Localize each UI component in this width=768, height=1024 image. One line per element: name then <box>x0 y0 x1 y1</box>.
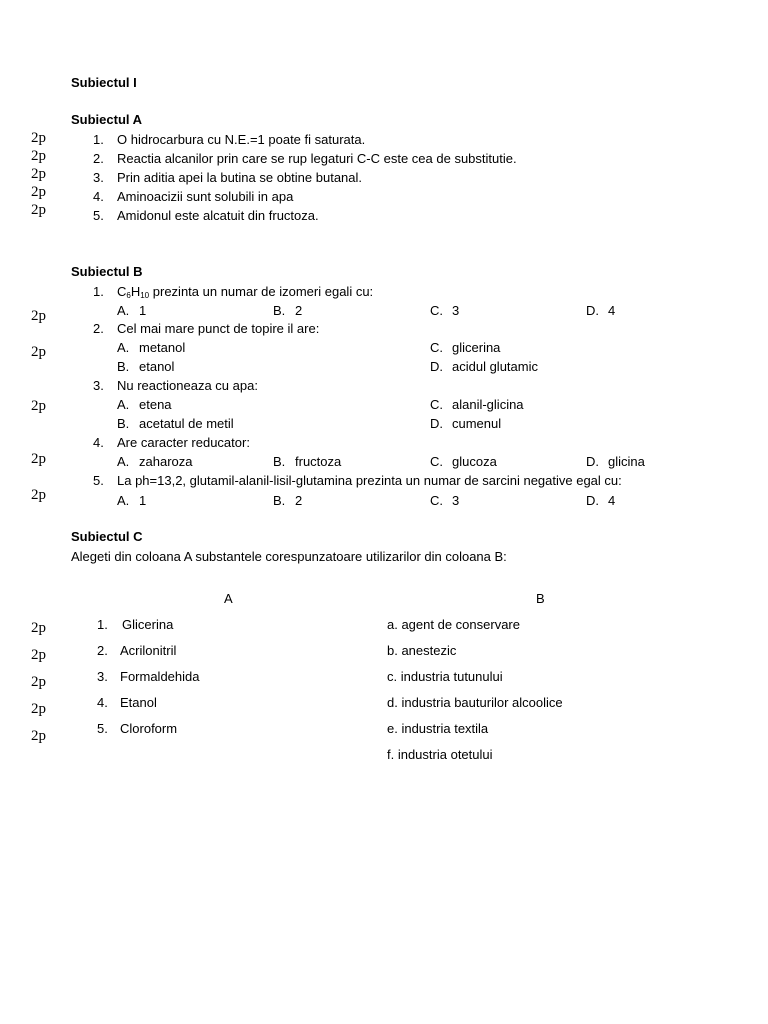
formula-element: C <box>117 284 127 299</box>
col-b-item: d. industria bauturilor alcoolice <box>387 695 563 710</box>
formula-subscript: 6 <box>126 291 131 300</box>
b-question-number: 2. <box>93 321 104 336</box>
option-value: 4 <box>608 493 616 508</box>
option-value: zaharoza <box>139 454 193 469</box>
col-b-item: b. anestezic <box>387 643 457 658</box>
option-letter: C. <box>430 340 443 355</box>
option-letter: D. <box>586 303 599 318</box>
option-value: acidul glutamic <box>452 359 538 374</box>
option-value: 3 <box>452 303 460 318</box>
option-value: alanil-glicina <box>452 397 524 412</box>
option-letter: A. <box>117 303 130 318</box>
formula-element: H <box>130 284 141 299</box>
option-letter: A. <box>117 493 130 508</box>
option-letter: B. <box>273 303 286 318</box>
col-b-item: e. industria textila <box>387 721 489 736</box>
col-a-item: Acrilonitril <box>120 643 177 658</box>
a-item-number: 3. <box>93 170 104 185</box>
a-item-number: 1. <box>93 132 104 147</box>
option-letter: D. <box>586 493 599 508</box>
option-letter: A. <box>117 397 130 412</box>
option-value: 3 <box>452 493 460 508</box>
col-a-item: Cloroform <box>120 721 178 736</box>
points-label: 2p <box>31 148 46 164</box>
option-value: acetatul de metil <box>139 416 234 431</box>
a-item-text: Reactia alcanilor prin care se rup legaturi C-C este cea de substitutie. <box>117 151 517 166</box>
question-text: prezinta un numar de izomeri egali cu: <box>152 284 374 299</box>
col-a-item: Glicerina <box>122 617 174 632</box>
option-value: etena <box>139 397 172 412</box>
b-question-number: 3. <box>93 378 104 393</box>
option-letter: A. <box>117 340 130 355</box>
points-label: 2p <box>31 184 46 200</box>
option-value: 4 <box>608 303 616 318</box>
option-letter: B. <box>117 359 130 374</box>
a-item-number: 4. <box>93 189 104 204</box>
points-label: 2p <box>31 674 46 690</box>
b-question-number: 5. <box>93 473 104 488</box>
section-c-instruction: Alegeti din coloana A substantele corespunzatoare utilizarilor din coloana B: <box>71 549 507 564</box>
option-letter: B. <box>273 454 286 469</box>
option-letter: A. <box>117 454 130 469</box>
col-a-number: 4. <box>97 695 108 710</box>
option-value: 2 <box>295 493 303 508</box>
formula-subscript: 10 <box>140 291 150 300</box>
column-b-header: B <box>536 591 545 606</box>
page-title: Subiectul I <box>71 75 137 90</box>
col-a-item: Etanol <box>120 695 157 710</box>
option-value: glucoza <box>452 454 497 469</box>
a-item-number: 2. <box>93 151 104 166</box>
points-label: 2p <box>31 398 46 414</box>
points-label: 2p <box>31 202 46 218</box>
col-a-item: Formaldehida <box>120 669 200 684</box>
option-letter: D. <box>430 359 443 374</box>
col-a-number: 5. <box>97 721 108 736</box>
col-a-number: 2. <box>97 643 108 658</box>
col-b-item: a. agent de conservare <box>387 617 520 632</box>
b-question-text <box>117 284 373 304</box>
option-letter: B. <box>273 493 286 508</box>
points-label: 2p <box>31 130 46 146</box>
option-letter: D. <box>586 454 599 469</box>
points-label: 2p <box>31 728 46 744</box>
option-letter: C. <box>430 397 443 412</box>
b-question-number: 1. <box>93 284 104 299</box>
points-label: 2p <box>31 451 46 467</box>
option-value: cumenul <box>452 416 502 431</box>
b-question-number: 4. <box>93 435 104 450</box>
col-a-number: 1. <box>97 617 108 632</box>
b-question-text: La ph=13,2, glutamil-alanil-lisil-glutamina prezinta un numar de sarcini negative egal cu: <box>117 473 622 488</box>
col-b-item: c. industria tutunului <box>387 669 503 684</box>
option-value: metanol <box>139 340 186 355</box>
points-label: 2p <box>31 620 46 636</box>
option-value: etanol <box>139 359 175 374</box>
points-label: 2p <box>31 166 46 182</box>
a-item-text: O hidrocarbura cu N.E.=1 poate fi saturata. <box>117 132 366 147</box>
column-a-header: A <box>224 591 233 606</box>
points-label: 2p <box>31 344 46 360</box>
a-item-text: Amidonul este alcatuit din fructoza. <box>117 208 319 223</box>
points-label: 2p <box>31 647 46 663</box>
col-b-item: f. industria otetului <box>387 747 493 762</box>
option-letter: C. <box>430 454 443 469</box>
section-c-heading: Subiectul C <box>71 529 143 544</box>
a-item-text: Aminoacizii sunt solubili in apa <box>117 189 294 204</box>
option-value: 1 <box>139 303 147 318</box>
points-label: 2p <box>31 487 46 503</box>
option-value: glicina <box>608 454 645 469</box>
option-letter: D. <box>430 416 443 431</box>
option-value: 2 <box>295 303 303 318</box>
option-letter: C. <box>430 493 443 508</box>
col-a-number: 3. <box>97 669 108 684</box>
b-question-text: Nu reactioneaza cu apa: <box>117 378 258 393</box>
b-question-text: Cel mai mare punct de topire il are: <box>117 321 320 336</box>
section-a-heading: Subiectul A <box>71 112 143 127</box>
option-letter: C. <box>430 303 443 318</box>
option-letter: B. <box>117 416 130 431</box>
option-value: glicerina <box>452 340 501 355</box>
points-label: 2p <box>31 701 46 717</box>
a-item-text: Prin aditia apei la butina se obtine butanal. <box>117 170 363 185</box>
points-label: 2p <box>31 308 46 324</box>
a-item-number: 5. <box>93 208 104 223</box>
option-value: 1 <box>139 493 147 508</box>
section-b-heading: Subiectul B <box>71 264 143 279</box>
option-value: fructoza <box>295 454 342 469</box>
b-question-text: Are caracter reducator: <box>117 435 250 450</box>
